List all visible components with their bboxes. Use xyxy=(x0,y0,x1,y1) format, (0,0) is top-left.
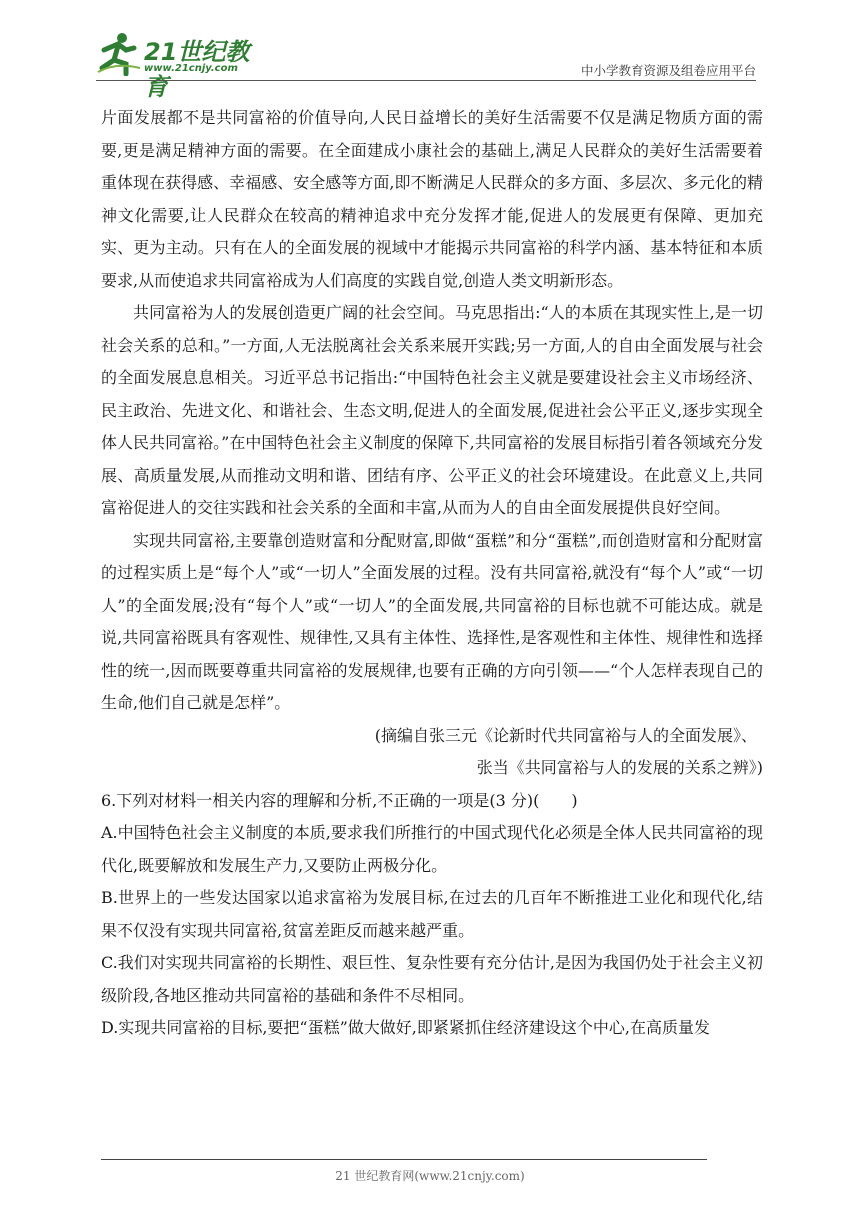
option-b[interactable]: B.世界上的一些发达国家以追求富裕为发展目标,在过去的几百年不断推进工业化和现代化,结果不仅没有实现共同富裕,贫富差距反而越来越严重。 xyxy=(101,888,763,940)
document-body xyxy=(101,102,763,1045)
source-citation-line-2: 张当《共同富裕与人的发展的关系之辨》) xyxy=(476,758,763,777)
footer-divider xyxy=(101,1159,707,1160)
logo-text: 21世纪教育 xyxy=(144,38,250,101)
runner-logo-icon xyxy=(96,32,142,76)
header-divider xyxy=(96,80,756,81)
paragraph-continued: 片面发展都不是共同富裕的价值导向,人民日益增长的美好生活需要不仅是满足物质方面的需要,更是满足精神方面的需要。在全面建成小康社会的基础上,满足人民群众的美好生活需要着重体现在获得感、幸福感、安全感等方面,即不断满足人民群众的多方面、多层次、多元化的精神文化需要,让人民群众在较高的精神追求中充分发挥才能,促进人的发展更有保障、更加充实、更为主动。只有在人的全面发展的视域中才能揭示共同富裕的科学内涵、基本特征和本质要求,从而使追求共同富裕成为人们高度的实践自觉,创造人类文明新形态。 xyxy=(101,108,763,290)
source-citation-line-1: (摘编自张三元《论新时代共同富裕与人的全面发展》、 xyxy=(374,725,757,745)
platform-name: 中小学教育资源及组卷应用平台 xyxy=(580,63,756,78)
footer-link[interactable]: 21 世纪教育网(www.21cnjy.com) xyxy=(335,1169,525,1183)
paragraph: 共同富裕为人的发展创造更广阔的社会空间。马克思指出:“人的本质在其现实性上,是一切社会关系的总和。”一方面,人无法脱离社会关系来展开实践;另一方面,人的自由全面发展与社会的全面发展息息相关。习近平总书记指出:“中国特色社会主义就是要建设社会主义市场经济、民主政治、先进文化、和谐社会、生态文明,促进人的全面发展,促进社会公平正义,逐步实现全体人民共同富裕。”在中国特色社会主义制度的保障下,共同富裕的发展目标指引着各领域充分发展、高质量发展,从而推动文明和谐、团结有序、公平正义的社会环境建设。在此意义上,共同富裕促进人的交往实践和社会关系的全面和丰富,从而为人的自由全面发展提供良好空间。 xyxy=(101,303,763,517)
question-stem: 6.下列对材料一相关内容的理解和分析,不正确的一项是(3 分)( ) xyxy=(101,790,578,810)
option-d[interactable]: D.实现共同富裕的目标,要把“蛋糕”做大做好,即紧紧抓住经济建设这个中心,在高质量发 xyxy=(101,1018,710,1037)
logo-url: www.21cnjy.com xyxy=(144,63,238,74)
option-a[interactable]: A.中国特色社会主义制度的本质,要求我们所推行的中国式现代化必须是全体人民共同富裕的现代化,既要解放和发展生产力,又要防止两极分化。 xyxy=(101,823,763,875)
option-c[interactable]: C.我们对实现共同富裕的长期性、艰巨性、复杂性要有充分估计,是因为我国仍处于社会主义初级阶段,各地区推动共同富裕的基础和条件不尽相同。 xyxy=(101,953,763,1005)
paragraph: 实现共同富裕,主要靠创造财富和分配财富,即做“蛋糕”和分“蛋糕”,而创造财富和分配财富的过程实质上是“每个人”或“一切人”全面发展的过程。没有共同富裕,就没有“每个人”或“一切人”的全面发展;没有“每个人”或“一切人”的全面发展,共同富裕的目标也就不可能达成。就是说,共同富裕既具有客观性、规律性,又具有主体性、选择性,是客观性和主体性、规律性和选择性的统一,因而既要尊重共同富裕的发展规律,也要有正确的方向引领——“个人怎样表现自己的生命,他们自己就是怎样”。 xyxy=(101,530,763,712)
page-header xyxy=(96,30,756,101)
site-logo[interactable] xyxy=(96,30,266,101)
